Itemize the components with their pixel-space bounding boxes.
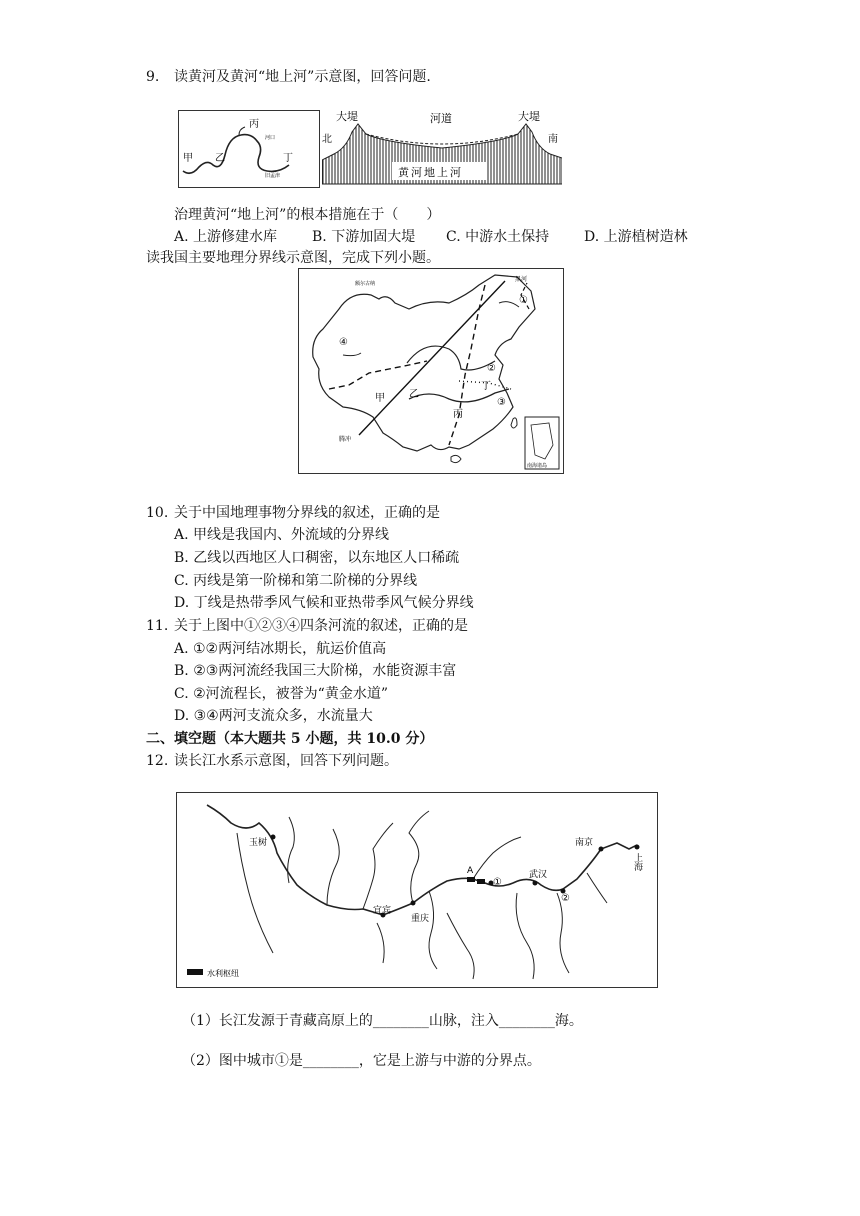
label-line-jia: 甲 (375, 393, 385, 404)
option-a: A. ①②两河结冰期长，航运价值高 (174, 641, 387, 657)
option-c: C. ②河流程长，被誉为“黄金水道” (174, 686, 388, 702)
option-b: B. ②③两河流经我国三大阶梯，水能资源丰富 (174, 663, 457, 679)
label-line-ding: 丁 (481, 381, 491, 392)
yangtze-map (176, 792, 658, 988)
label-river-4: ④ (339, 337, 348, 348)
map-label-ding: 丁 (283, 153, 293, 164)
label-hedao: 河道 (430, 112, 452, 125)
option-a: A. 甲线是我国内、外流域的分界线 (174, 527, 390, 543)
label-bei: 北 (322, 134, 332, 145)
label-dadi-left: 大堤 (336, 110, 358, 123)
map-label-small1: 河口 (265, 135, 276, 141)
option-d: D. 上游植树造林 (584, 229, 688, 245)
question-stem: 关于中国地理事物分界线的叙述，正确的是 (174, 505, 440, 521)
section-heading: 二、填空题（本大题共 5 小题，共 10.0 分） (146, 731, 434, 747)
label-a: A (467, 866, 474, 876)
label-river-1: ① (519, 295, 528, 306)
question-number: 11. (146, 618, 169, 634)
label-wuhan: 武汉 (529, 870, 548, 880)
map-label-bing: 丙 (249, 119, 259, 130)
river-cross-section (322, 104, 562, 186)
map-label-jia: 甲 (183, 153, 193, 164)
section-caption: 黄河地上河 (398, 166, 463, 179)
label-city-1: ① (493, 877, 502, 888)
question-number: 10. (146, 505, 169, 521)
label-river-3: ③ (497, 397, 506, 408)
option-b: B. 下游加固大堤 (312, 229, 416, 245)
legend-dam-icon (187, 969, 203, 975)
label-nan: 南 (548, 134, 558, 145)
label-city-2: ② (561, 893, 570, 904)
label-line-bing: 丙 (453, 409, 463, 420)
label-yibin: 宜宾 (373, 906, 392, 916)
map-intro: 读我国主要地理分界线示意图，完成下列小题。 (146, 250, 440, 266)
map-label-small2: 旧孟津 (265, 173, 281, 179)
option-c: C. 丙线是第一阶梯和第二阶梯的分界线 (174, 573, 418, 589)
option-d: D. 丁线是热带季风气候和亚热带季风气候分界线 (174, 595, 474, 611)
label-dadi-right: 大堤 (518, 110, 540, 123)
option-d: D. ③④两河支流众多，水流量大 (174, 708, 373, 724)
question-number: 9. (146, 69, 160, 85)
sub-question-1: （1）长江发源于青藏高原上的________山脉，注入________海。 (182, 1013, 583, 1029)
option-a: A. 上游修建水库 (174, 229, 278, 245)
label-shanghai: 上海 (632, 853, 642, 871)
label-tengchong: 腾冲 (339, 436, 352, 443)
question-stem: 读黄河及黄河“地上河”示意图，回答问题. (174, 69, 431, 85)
label-heihe: 黑河 (515, 276, 528, 283)
option-c: C. 中游水土保持 (446, 229, 550, 245)
label-river-2: ② (487, 363, 496, 374)
label-nw: 额尔古纳 (355, 281, 376, 287)
map-label-yi: 乙 (215, 153, 225, 164)
label-chongqing: 重庆 (411, 914, 430, 924)
label-line-yi: 乙 (409, 389, 419, 400)
question-stem: 读长江水系示意图，回答下列问题。 (174, 753, 398, 769)
question-stem: 关于上图中①②③④四条河流的叙述，正确的是 (174, 618, 468, 634)
question-number: 12. (146, 753, 169, 769)
sub-question-2: （2）图中城市①是________，它是上游与中游的分界点。 (182, 1053, 541, 1069)
option-b: B. 乙线以西地区人口稠密，以东地区人口稀疏 (174, 550, 460, 566)
legend-label: 水利枢纽 (207, 969, 239, 978)
label-nanhai: 南海诸岛 (527, 463, 548, 469)
label-nanjing: 南京 (575, 838, 594, 848)
question-text: 治理黄河“地上河”的根本措施在于（ ） (174, 207, 441, 223)
label-yushu: 玉树 (249, 838, 268, 848)
yellow-river-map (178, 110, 320, 188)
china-boundary-map (298, 268, 564, 474)
